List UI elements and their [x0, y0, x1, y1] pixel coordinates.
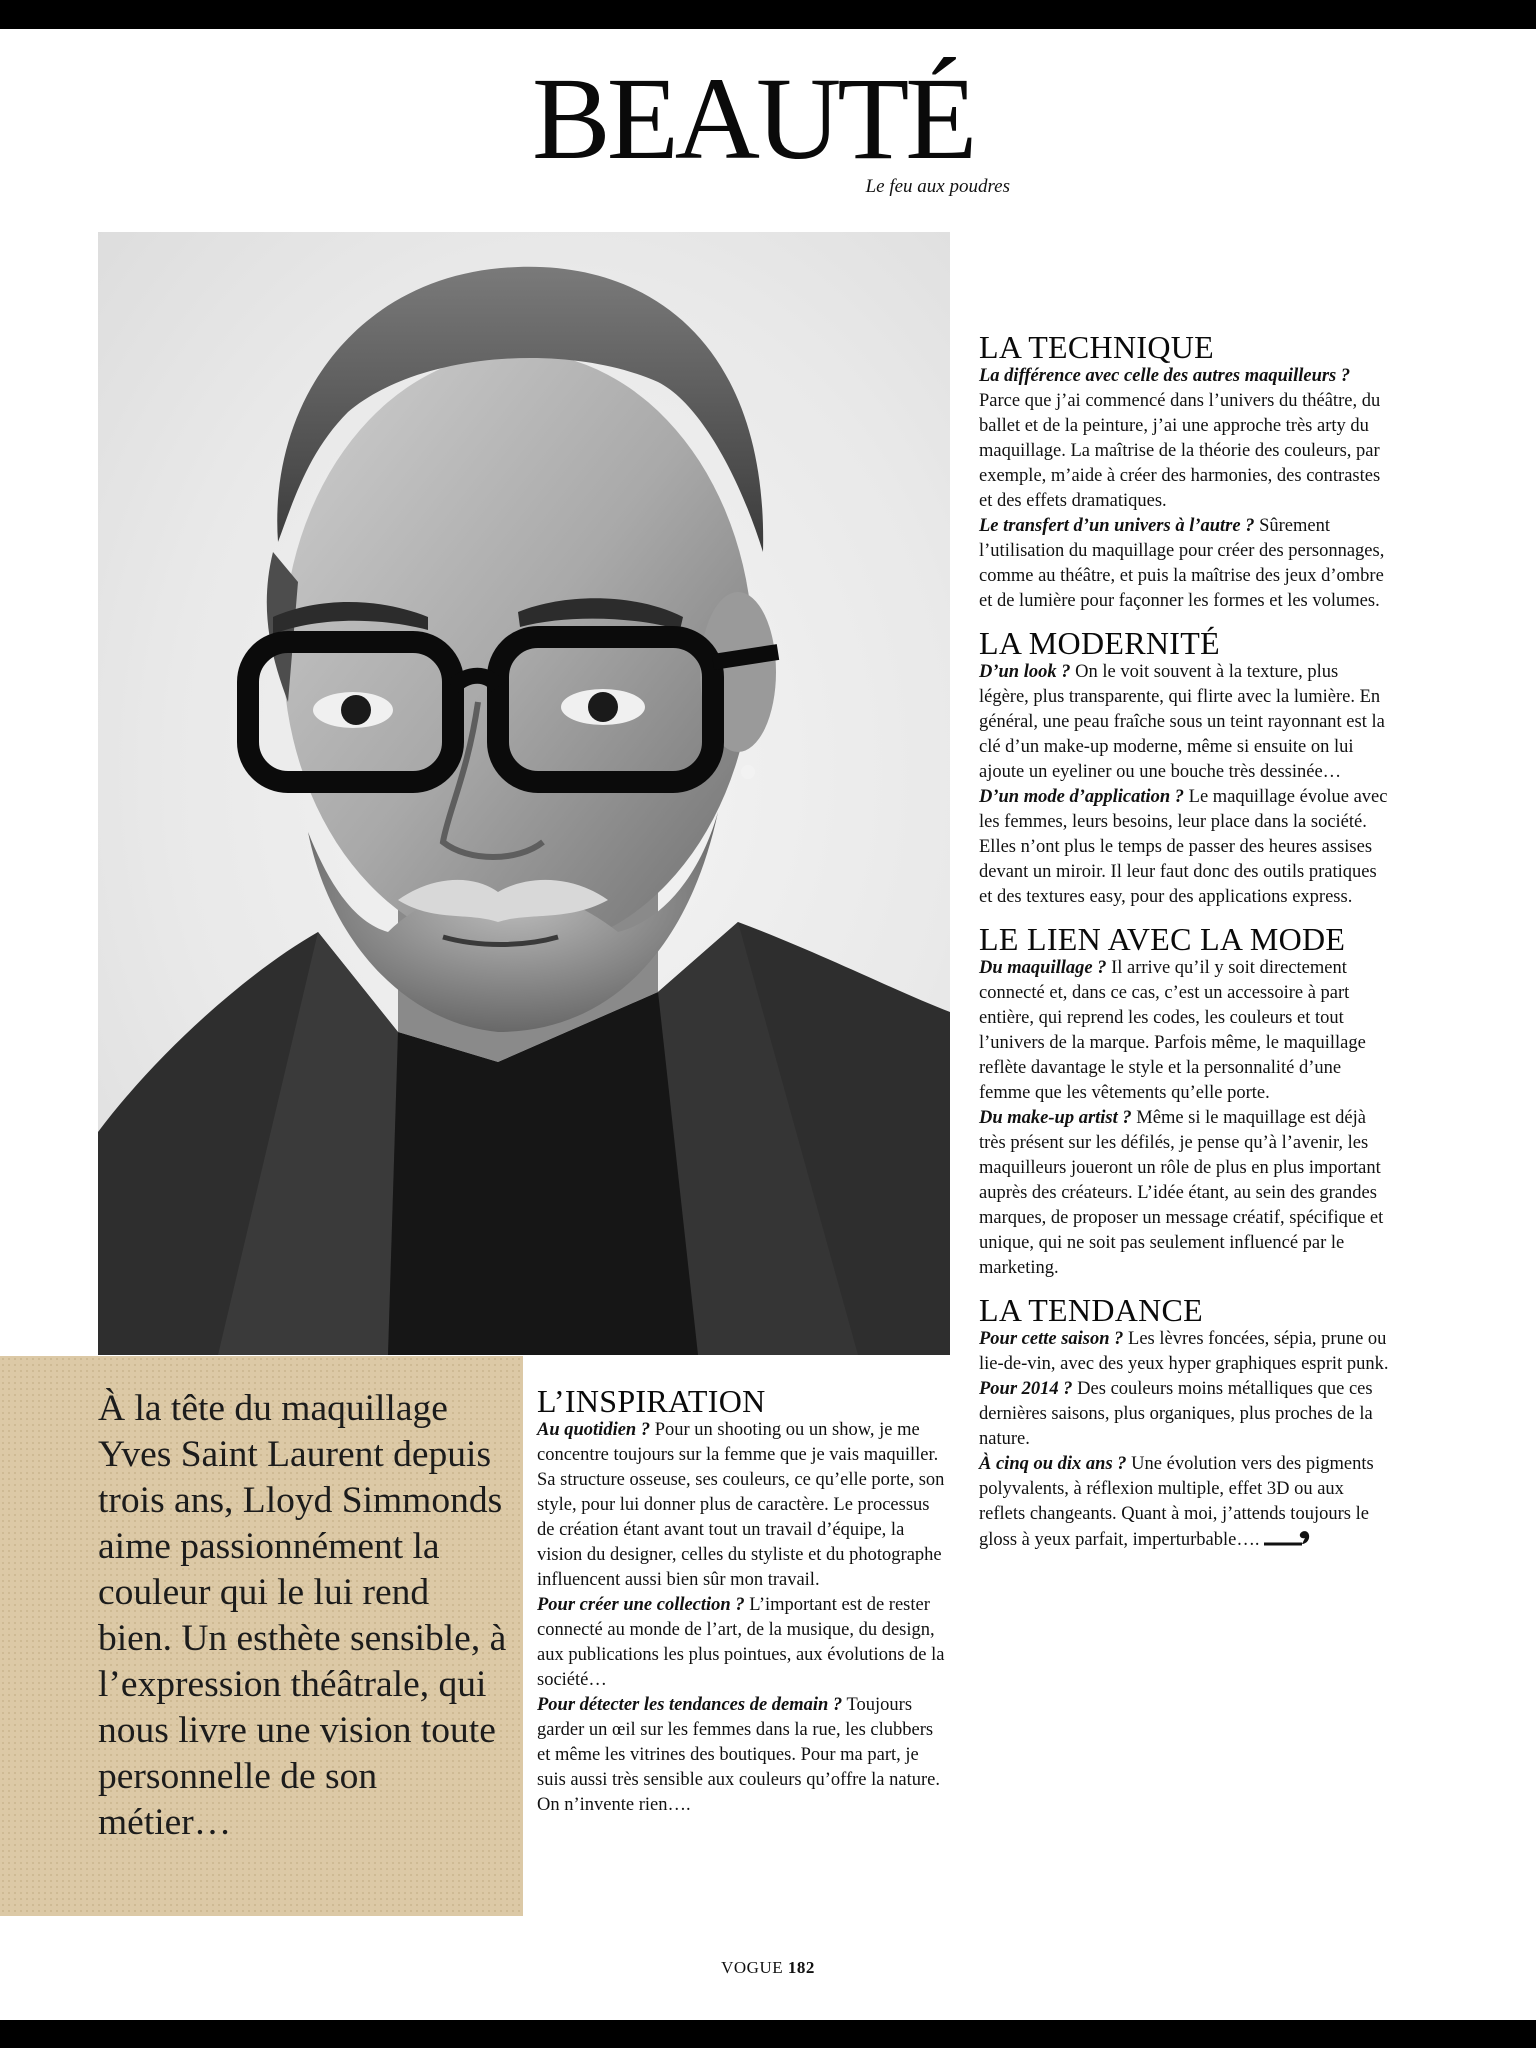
answer: Les lèvres foncées, sépia, prune ou lie-de-vin, avec des yeux hyper graphiques esprit punk. — [979, 1329, 1389, 1374]
paragraph-tendance — [979, 1327, 1391, 1377]
paragraph-modernite — [979, 785, 1391, 910]
magazine-name: VOGUE — [721, 1958, 784, 1977]
paragraph-technique — [979, 514, 1391, 614]
heading-modernite: LA MODERNITÉ — [979, 625, 1220, 661]
answer: Il arrive qu’il y soit directement connecté et, dans ce cas, c’est un accessoire à part entière, qui reprend les codes, les couleurs et tout l’univers de la marque. Parfois même, le maquillage reflète davantage le style et la personnalité d’une femme que les vêtements qu’elle porte. — [979, 958, 1366, 1103]
question: Le transfert d’un univers à l’autre ? — [979, 516, 1255, 536]
masthead — [520, 53, 1010, 197]
answer: Parce que j’ai commencé dans l’univers du théâtre, du ballet et de la peinture, j’ai une approche très arty du maquillage. La maîtrise de la théorie des couleurs, par exemple, m’aide à créer des harmonies, des contrastes et des effets dramatiques. — [979, 391, 1381, 511]
question: Au quotidien ? — [537, 1420, 651, 1440]
heading-inspiration: L’INSPIRATION — [537, 1383, 766, 1419]
intro-quote: À la tête du maquillage Yves Saint Laurent depuis trois ans, Lloyd Simmonds aime passionnément la couleur qui le lui rend bien. Un esthète sensible, à l’expression théâtrale, qui nous livre une vision toute personnelle de son métier… — [98, 1388, 507, 1843]
top-black-bar — [0, 0, 1536, 29]
column-inspiration — [537, 1384, 947, 1818]
heading-lien-mode: LE LIEN AVEC LA MODE — [979, 921, 1346, 957]
page-folio — [0, 1958, 1536, 1978]
question: Du maquillage ? — [979, 958, 1107, 978]
paragraph-tendance — [979, 1452, 1391, 1553]
page-number: 182 — [787, 1958, 815, 1977]
paragraph-lien — [979, 1106, 1391, 1281]
paragraph-inspiration — [537, 1418, 947, 1593]
section-title: BEAUTÉ — [532, 53, 974, 184]
question: Pour 2014 ? — [979, 1379, 1073, 1399]
question: Pour cette saison ? — [979, 1329, 1124, 1349]
question: À cinq ou dix ans ? — [979, 1454, 1127, 1474]
paragraph-lien — [979, 956, 1391, 1106]
answer: On le voit souvent à la texture, plus légère, plus transparente, qui flirte avec la lumière. En général, une peau fraîche sous un teint rayonnant est la clé d’un make-up moderne, même si ensuite on lui ajoute un eyeliner ou une bouche très dessinée… — [979, 662, 1385, 782]
paragraph-technique — [979, 364, 1391, 514]
paragraph-inspiration — [537, 1693, 947, 1818]
paragraph-modernite — [979, 660, 1391, 785]
question: Pour détecter les tendances de demain ? — [537, 1695, 843, 1715]
answer: Des couleurs moins métalliques que ces dernières saisons, plus organiques, plus proches de la nature. — [979, 1379, 1373, 1449]
portrait-illustration — [98, 232, 950, 1355]
answer: Le maquillage évolue avec les femmes, leurs besoins, leur place dans la société. Elles n’ont plus le temps de passer des heures assises devant un miroir. Il leur faut donc des outils pratiques et des textures easy, pour des applications express. — [979, 787, 1388, 907]
question: La différence avec celle des autres maquilleurs ? — [979, 366, 1351, 386]
section-subtitle: Le feu aux poudres — [865, 176, 1010, 197]
paragraph-inspiration — [537, 1593, 947, 1693]
answer: L’important est de rester connecté au monde de l’art, de la musique, du design, aux publications les plus pointues, aux évolutions de la société… — [537, 1595, 945, 1690]
portrait-photo — [98, 232, 950, 1355]
question: D’un mode d’application ? — [979, 787, 1185, 807]
column-right — [979, 330, 1391, 1553]
question: Pour créer une collection ? — [537, 1595, 745, 1615]
question: D’un look ? — [979, 662, 1071, 682]
end-of-article-mark-icon — [1262, 1527, 1314, 1549]
answer: Une évolution vers des pigments polyvalents, à réflexion multiple, effet 3D ou aux reflets changeants. Quant à moi, j’attends toujours le gloss à yeux parfait, imperturbable…. — [979, 1454, 1374, 1550]
bottom-black-bar — [0, 2020, 1536, 2048]
answer: Pour un shooting ou un show, je me concentre toujours sur la femme que je vais maquiller. Sa structure osseuse, ses couleurs, ce qu’elle porte, son style, pour lui donner plus de caractère. Le processus de création étant avant tout un travail d’équipe, la vision du designer, celles du styliste et du photographe influencent aussi bien sûr mon travail. — [537, 1420, 945, 1590]
answer: Sûrement l’utilisation du maquillage pour créer des personnages, comme au théâtre, et puis la maîtrise des jeux d’ombre et de lumière pour façonner les formes et les volumes. — [979, 516, 1385, 611]
answer: Même si le maquillage est déjà très présent sur les défilés, je pense qu’à l’avenir, les maquilleurs joueront un rôle de plus en plus important auprès des créateurs. L’idée étant, au sein des grandes marques, de proposer un message créatif, spécifique et unique, qui ne soit pas seulement influencé par le marketing. — [979, 1108, 1384, 1278]
heading-tendance: LA TENDANCE — [979, 1292, 1204, 1328]
answer: Toujours garder un œil sur les femmes dans la rue, les clubbers et même les vitrines des boutiques. Pour ma part, je suis aussi très sensible aux couleurs qu’offre la nature. On n’invente rien…. — [537, 1695, 940, 1815]
intro-quote-box — [0, 1356, 523, 1916]
paragraph-tendance — [979, 1377, 1391, 1452]
question: Du make-up artist ? — [979, 1108, 1132, 1128]
heading-technique: LA TECHNIQUE — [979, 329, 1214, 365]
